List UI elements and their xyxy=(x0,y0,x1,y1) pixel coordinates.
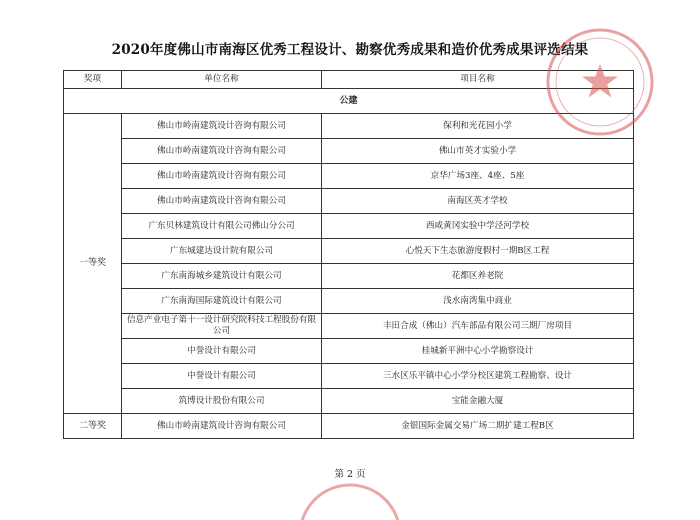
project-cell: 南海区英才学校 xyxy=(322,189,634,214)
unit-cell: 广东南海城乡建筑设计有限公司 xyxy=(122,264,322,289)
project-cell: 宝能金融大厦 xyxy=(322,389,634,414)
table-row xyxy=(64,189,634,214)
unit-cell: 佛山市岭南建筑设计咨询有限公司 xyxy=(122,114,322,139)
project-cell: 三水区乐平镇中心小学分校区建筑工程勘察、设计 xyxy=(322,364,634,389)
project-cell: 西咸黄冈实验中学泾河学校 xyxy=(322,214,634,239)
red-seal-stamp-icon xyxy=(540,22,660,142)
table-row xyxy=(64,139,634,164)
table-row xyxy=(64,364,634,389)
table-row xyxy=(64,214,634,239)
table-row xyxy=(64,164,634,189)
table-row xyxy=(64,314,634,339)
bottom-seal-stamp-icon xyxy=(290,480,410,520)
table-row xyxy=(64,389,634,414)
project-cell: 京华广场3座、4座、5座 xyxy=(322,164,634,189)
header-award: 奖项 xyxy=(64,71,122,89)
table-row xyxy=(64,414,634,439)
unit-cell: 中誉设计有限公司 xyxy=(122,339,322,364)
table-row xyxy=(64,339,634,364)
table-row xyxy=(64,239,634,264)
unit-cell: 广东城建达设计院有限公司 xyxy=(122,239,322,264)
unit-cell: 广东南海国际建筑设计有限公司 xyxy=(122,289,322,314)
award-second-prize: 二等奖 xyxy=(64,414,122,439)
project-cell: 金银国际金属交易广场二期扩建工程B区 xyxy=(322,414,634,439)
header-project: 项目名称 xyxy=(322,71,634,89)
unit-cell: 广东贝林建筑设计有限公司佛山分公司 xyxy=(122,214,322,239)
unit-cell: 中誉设计有限公司 xyxy=(122,364,322,389)
unit-cell: 佛山市岭南建筑设计咨询有限公司 xyxy=(122,414,322,439)
unit-cell: 佛山市岭南建筑设计咨询有限公司 xyxy=(122,139,322,164)
project-cell: 心悦天下生态旅游度假村一期B区工程 xyxy=(322,239,634,264)
project-cell: 浅水南湾集中商业 xyxy=(322,289,634,314)
unit-cell: 筑博设计股份有限公司 xyxy=(122,389,322,414)
header-unit: 单位名称 xyxy=(122,71,322,89)
table-row xyxy=(64,264,634,289)
unit-cell: 信息产业电子第十一设计研究院科技工程股份有限公司 xyxy=(122,314,322,339)
project-cell: 佛山市英才实验小学 xyxy=(322,139,634,164)
section-title: 公建 xyxy=(64,89,634,114)
page-number: 第 2 页 xyxy=(334,469,366,480)
document-title: 2020年度佛山市南海区优秀工程设计、勘察优秀成果和造价优秀成果评选结果 xyxy=(111,42,589,58)
project-cell: 保利和光花园小学 xyxy=(322,114,634,139)
project-cell: 桂城新平洲中心小学勘察设计 xyxy=(322,339,634,364)
table-row xyxy=(64,289,634,314)
unit-cell: 佛山市岭南建筑设计咨询有限公司 xyxy=(122,189,322,214)
award-first-prize: 一等奖 xyxy=(64,114,122,414)
unit-cell: 佛山市岭南建筑设计咨询有限公司 xyxy=(122,164,322,189)
project-cell: 花都区养老院 xyxy=(322,264,634,289)
project-cell: 丰田合成（佛山）汽车部品有限公司三期厂房项目 xyxy=(322,314,634,339)
